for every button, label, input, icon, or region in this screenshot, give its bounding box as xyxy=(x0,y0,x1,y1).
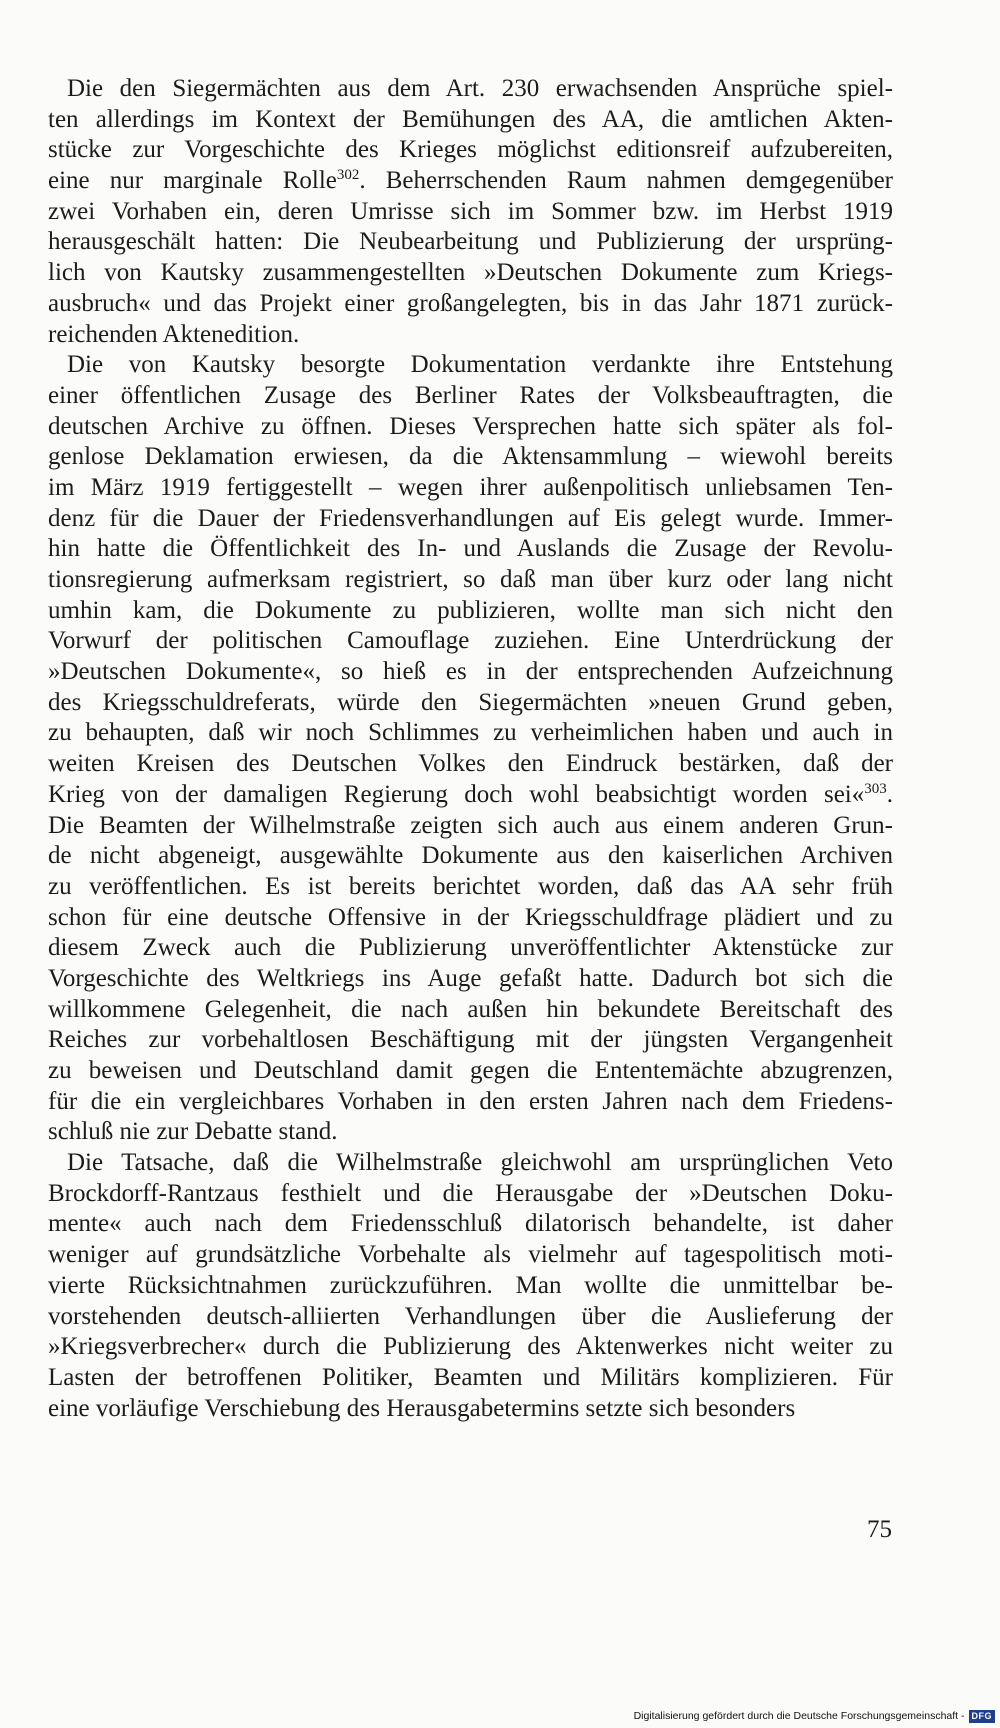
text-line: ten allerdings im Kontext der Bemühungen des AA, die amtlichen Akten- xyxy=(48,105,893,133)
text-line: zu veröffentlichen. Es ist bereits berichtet worden, daß das AA sehr früh xyxy=(48,872,893,900)
text-line: Brockdorff-Rantzaus festhielt und die Herausgabe der »Deutschen Doku- xyxy=(48,1179,893,1207)
text-line: zwei Vorhaben ein, deren Umrisse sich im Sommer bzw. im Herbst 1919 xyxy=(48,197,893,225)
text-line: für die ein vergleichbares Vorhaben in den ersten Jahren nach dem Friedens- xyxy=(48,1087,893,1115)
text-line: schluß nie zur Debatte stand. xyxy=(48,1118,338,1146)
text-line: eine vorläufige Verschiebung des Herausgabetermins setzte sich besonders xyxy=(48,1394,796,1422)
text-line: Vorgeschichte des Weltkriegs ins Auge gefaßt hatte. Dadurch bot sich die xyxy=(48,964,893,992)
page-number: 75 xyxy=(867,1516,892,1543)
text-line: »Kriegsverbrecher« durch die Publizierung des Aktenwerkes nicht weiter zu xyxy=(48,1333,893,1361)
dfg-logo: DFG xyxy=(969,1710,996,1723)
text-line: eine nur marginale Rolle$^{302}$. Beherrschenden Raum nahmen demgegenüber xyxy=(48,167,893,195)
text-line: tionsregierung aufmerksam registriert, so daß man über kurz oder lang nicht xyxy=(48,566,893,593)
text-line: zu beweisen und Deutschland damit gegen die Ententemächte abzugrenzen, xyxy=(48,1057,893,1084)
text-line: Reiches zur vorbehaltlosen Beschäftigung mit der jüngsten Vergangenheit xyxy=(48,1026,893,1054)
text-line: ausbruch« und das Projekt einer großangelegten, bis in das Jahr 1871 zurück- xyxy=(48,289,893,317)
text-line: Lasten der betroffenen Politiker, Beamten und Militärs komplizieren. Für xyxy=(48,1363,893,1391)
text-line: »Deutschen Dokumente«, so hieß es in der entsprechenden Aufzeichnung xyxy=(48,658,893,686)
text-line: mente« auch nach dem Friedensschluß dilatorisch behandelte, ist daher xyxy=(48,1210,893,1238)
text-line: Die Tatsache, daß die Wilhelmstraße gleichwohl am ursprünglichen Veto xyxy=(67,1149,893,1177)
paragraph xyxy=(48,350,893,1148)
text-line: stücke zur Vorgeschichte des Krieges möglichst editionsreif aufzubereiten, xyxy=(48,136,893,164)
text-line: Die Beamten der Wilhelmstraße zeigten sich auch aus einem anderen Grun- xyxy=(48,811,893,839)
text-line: willkommene Gelegenheit, die nach außen hin bekundete Bereitschaft des xyxy=(48,995,893,1023)
text-line: vorstehenden deutsch-alliierten Verhandlungen über die Auslieferung der xyxy=(48,1302,893,1330)
text-line: umhin kam, die Dokumente zu publizieren, wollte man sich nicht den xyxy=(48,596,893,624)
text-line: herausgeschält hatten: Die Neubearbeitung und Publizierung der ursprüng- xyxy=(48,228,893,256)
text-line: schon für eine deutsche Offensive in der Kriegsschuldfrage plädiert und zu xyxy=(48,903,893,931)
text-line: denz für die Dauer der Friedensverhandlungen auf Eis gelegt wurde. Immer- xyxy=(48,504,893,532)
footnote-reference: 303 xyxy=(864,780,887,797)
text-line: Krieg von der damaligen Regierung doch wohl beabsichtigt worden sei«$^{303}$. xyxy=(48,780,893,808)
text-line: einer öffentlichen Zusage des Berliner Rates der Volksbeauftragten, die xyxy=(48,381,893,409)
text-line: weiten Kreisen des Deutschen Volkes den Eindruck bestärken, daß der xyxy=(48,750,893,778)
text-line: de nicht abgeneigt, ausgewählte Dokumente aus den kaiserlichen Archiven xyxy=(48,842,893,870)
text-line: genlose Deklamation erwiesen, da die Aktensammlung – wiewohl bereits xyxy=(48,443,893,471)
paragraph xyxy=(48,1148,893,1424)
paragraph xyxy=(48,74,893,350)
text-line: vierte Rücksichtnahmen zurückzuführen. Man wollte die unmittelbar be- xyxy=(48,1271,893,1299)
text-line: Die von Kautsky besorgte Dokumentation verdankte ihre Entstehung xyxy=(67,351,893,379)
text-line: im März 1919 fertiggestellt – wegen ihrer außenpolitisch unliebsamen Ten- xyxy=(48,473,893,501)
digitization-footer xyxy=(634,1707,995,1725)
text-line: hin hatte die Öffentlichkeit des In- und Auslands die Zusage der Revolu- xyxy=(48,535,893,563)
body-text xyxy=(48,74,893,1424)
text-line: des Kriegsschuldreferats, würde den Siegermächten »neuen Grund geben, xyxy=(48,688,893,716)
text-line: Die den Siegermächten aus dem Art. 230 erwachsenden Ansprüche spiel- xyxy=(67,75,893,102)
text-line: reichenden Aktenedition. xyxy=(48,320,300,348)
text-line: Vorwurf der politischen Camouflage zuziehen. Eine Unterdrückung der xyxy=(48,627,893,655)
text-line: deutschen Archive zu öffnen. Dieses Versprechen hatte sich später als fol- xyxy=(48,412,893,440)
text-line: zu behaupten, daß wir noch Schlimmes zu verheimlichen haben und auch in xyxy=(48,719,893,747)
footnote-reference: 302 xyxy=(336,167,360,184)
text-line: diesem Zweck auch die Publizierung unveröffentlichter Aktenstücke zur xyxy=(48,934,893,962)
text-line: lich von Kautsky zusammengestellten »Deutschen Dokumente zum Kriegs- xyxy=(48,259,893,287)
text-line: weniger auf grundsätzliche Vorbehalte als vielmehr auf tagespolitisch moti- xyxy=(48,1241,893,1269)
footer-credit-text: Digitalisierung gefördert durch die Deutsche Forschungsgemeinschaft - xyxy=(633,1710,965,1722)
